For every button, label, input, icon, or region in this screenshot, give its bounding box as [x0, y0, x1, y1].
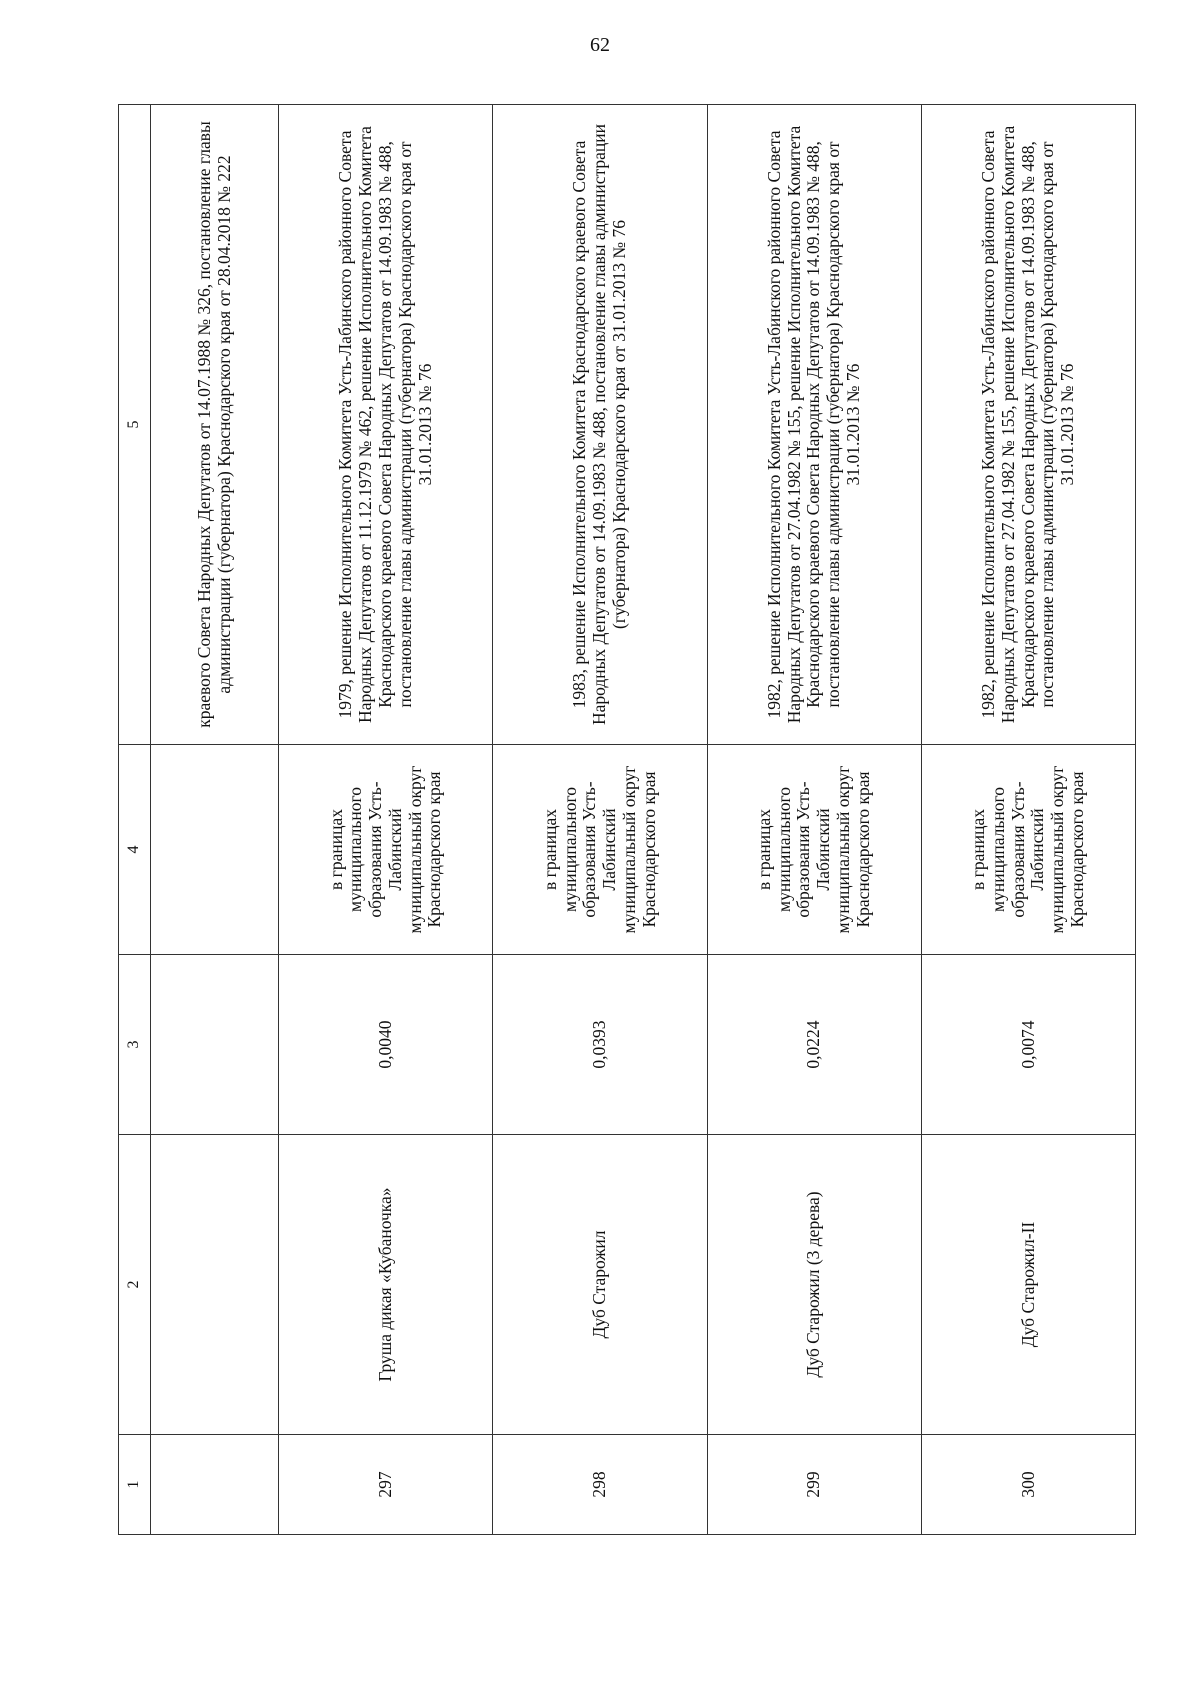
location-cell: в границах муниципального образования Усть-Лабинский муниципальный округ Краснодарского края: [279, 745, 493, 955]
object-name-cell: Груша дикая «Кубаночка»: [279, 1135, 493, 1435]
area-cell: 0,0074: [921, 955, 1135, 1135]
area-cell: 0,0040: [279, 955, 493, 1135]
row-number-cell: 297: [279, 1435, 493, 1535]
column-header: 3: [119, 955, 151, 1135]
column-header: 4: [119, 745, 151, 955]
area-cell: 0,0224: [707, 955, 921, 1135]
location-cell: в границах муниципального образования Усть-Лабинский муниципальный округ Краснодарского края: [921, 745, 1135, 955]
document-cell: 1979, решение Исполнительного Комитета Усть-Лабинского районного Совета Народных Депутатов от 11.12.1979 № 462, решение Исполнительного Комитета Краснодарского краевого Совета Народных Депутатов от 14.09.1983 № 488, постановление главы администрации (губернатора) Краснодарского края от 31.01.2013 № 76: [279, 105, 493, 745]
table-row: [493, 105, 707, 1535]
object-name-cell: Дуб Старожил-II: [921, 1135, 1135, 1435]
row-number-cell: 298: [493, 1435, 707, 1535]
location-cell: в границах муниципального образования Усть-Лабинский муниципальный округ Краснодарского края: [707, 745, 921, 955]
column-header: 1: [119, 1435, 151, 1535]
row-number-cell: 299: [707, 1435, 921, 1535]
area-cell: 0,0393: [493, 955, 707, 1135]
rotated-table-container: [118, 105, 1136, 1535]
row-number-cell: [150, 1435, 279, 1535]
registry-table: [118, 104, 1136, 1535]
row-number-cell: 300: [921, 1435, 1135, 1535]
object-name-cell: Дуб Старожил (3 дерева): [707, 1135, 921, 1435]
document-cell: краевого Совета Народных Депутатов от 14.07.1988 № 326, постановление главы администрации (губернатора) Краснодарского края от 28.04.2018 № 222: [150, 105, 279, 745]
column-header: 2: [119, 1135, 151, 1435]
document-cell: 1982, решение Исполнительного Комитета Усть-Лабинского районного Совета Народных Депутатов от 27.04.1982 № 155, решение Исполнительного Комитета Краснодарского краевого Совета Народных Депутатов от 14.09.1983 № 488, постановление главы администрации (губернатора) Краснодарского края от 31.01.2013 № 76: [921, 105, 1135, 745]
object-name-cell: [150, 1135, 279, 1435]
area-cell: [150, 955, 279, 1135]
table-row: [279, 105, 493, 1535]
table-row-continuation: [150, 105, 279, 1535]
document-cell: 1983, решение Исполнительного Комитета Краснодарского краевого Совета Народных Депутатов от 14.09.1983 № 488, постановление главы администрации (губернатора) Краснодарского края от 31.01.2013 № 76: [493, 105, 707, 745]
table-row: [921, 105, 1135, 1535]
column-header: 5: [119, 105, 151, 745]
object-name-cell: Дуб Старожил: [493, 1135, 707, 1435]
header-row: [119, 105, 151, 1535]
location-cell: [150, 745, 279, 955]
table-row: [707, 105, 921, 1535]
document-cell: 1982, решение Исполнительного Комитета Усть-Лабинского районного Совета Народных Депутатов от 27.04.1982 № 155, решение Исполнительного Комитета Краснодарского краевого Совета Народных Депутатов от 14.09.1983 № 488, постановление главы администрации (губернатора) Краснодарского края от 31.01.2013 № 76: [707, 105, 921, 745]
location-cell: в границах муниципального образования Усть-Лабинский муниципальный округ Краснодарского края: [493, 745, 707, 955]
page-number: 62: [590, 34, 610, 56]
